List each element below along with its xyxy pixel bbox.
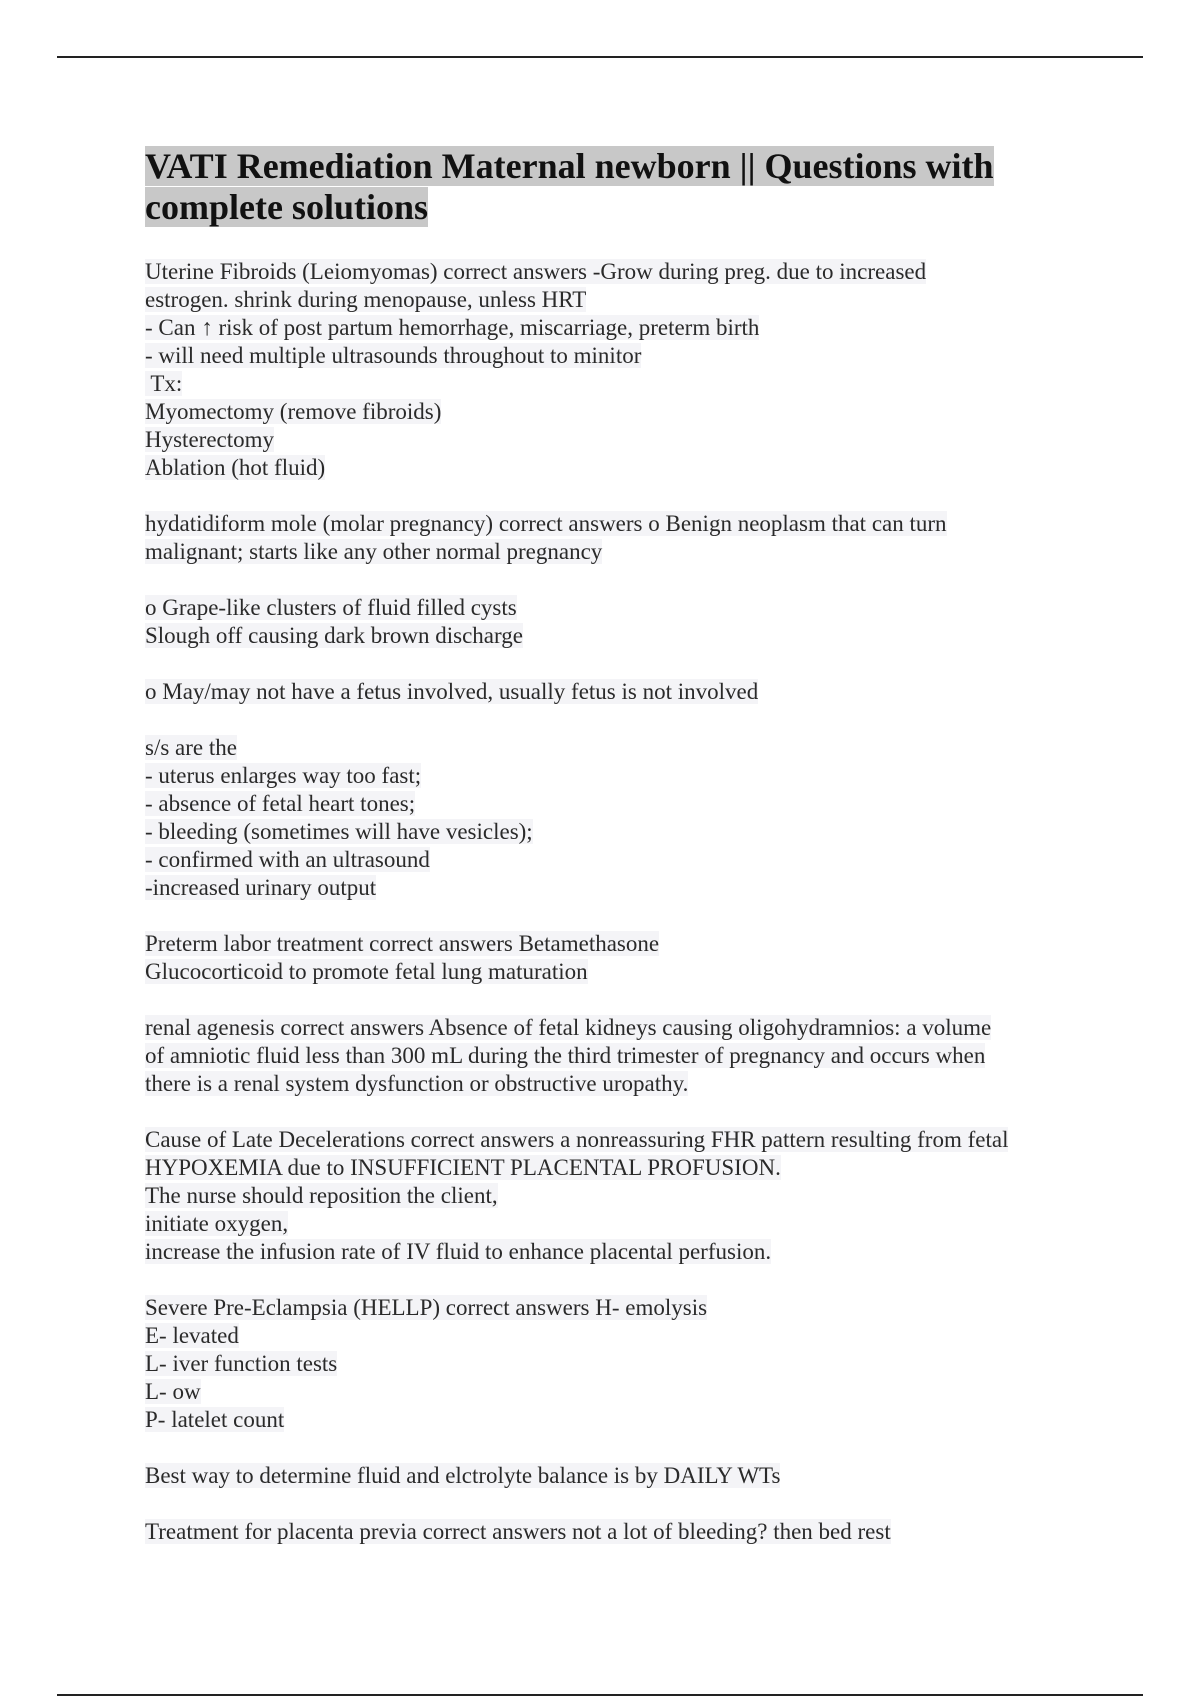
entry-line-text: Tx: bbox=[145, 371, 183, 396]
title-line-2: complete solutions bbox=[145, 187, 428, 227]
entry-line-text: Best way to determine fluid and elctrolyte balance is by DAILY WTs bbox=[145, 1463, 781, 1488]
entry-line-text: o Grape-like clusters of fluid filled cysts bbox=[145, 595, 517, 620]
entry-line bbox=[145, 594, 1065, 622]
entry-line-text: The nurse should reposition the client, bbox=[145, 1183, 498, 1208]
entry-line bbox=[145, 1238, 1065, 1266]
entry-line bbox=[145, 1042, 1065, 1070]
entry-line-text: E- levated bbox=[145, 1323, 239, 1348]
entry-line bbox=[145, 370, 1065, 398]
entry-line bbox=[145, 762, 1065, 790]
entry-line bbox=[145, 734, 1065, 762]
paragraph-gap bbox=[145, 566, 1065, 594]
entry-line bbox=[145, 790, 1065, 818]
entry-line-text: there is a renal system dysfunction or obstructive uropathy. bbox=[145, 1071, 689, 1096]
document-title bbox=[145, 146, 1065, 228]
entry-line bbox=[145, 1322, 1065, 1350]
qa-entry bbox=[145, 1126, 1065, 1266]
entry-line bbox=[145, 1518, 1065, 1546]
entry-line bbox=[145, 1154, 1065, 1182]
entry-line bbox=[145, 1294, 1065, 1322]
entry-line-text: hydatidiform mole (molar pregnancy) correct answers o Benign neoplasm that can turn bbox=[145, 511, 947, 536]
entry-line-text: renal agenesis correct answers Absence of fetal kidneys causing oligohydramnios: a volume bbox=[145, 1015, 992, 1040]
entry-line bbox=[145, 818, 1065, 846]
entry-line-text: estrogen. shrink during menopause, unless HRT bbox=[145, 287, 587, 312]
header-rule bbox=[57, 56, 1143, 58]
entry-line-text: - confirmed with an ultrasound bbox=[145, 847, 430, 872]
entry-line-text: - uterus enlarges way too fast; bbox=[145, 763, 422, 788]
entry-line-text: Uterine Fibroids (Leiomyomas) correct answers -Grow during preg. due to increased bbox=[145, 259, 927, 284]
paragraph-gap bbox=[145, 650, 1065, 678]
entry-line bbox=[145, 426, 1065, 454]
entry-line bbox=[145, 314, 1065, 342]
entry-line bbox=[145, 1406, 1065, 1434]
entry-line-text: Preterm labor treatment correct answers Betamethasone bbox=[145, 931, 660, 956]
qa-entry bbox=[145, 510, 1065, 902]
entry-line-text: Severe Pre-Eclampsia (HELLP) correct answers H- emolysis bbox=[145, 1295, 708, 1320]
entry-line-text: malignant; starts like any other normal pregnancy bbox=[145, 539, 603, 564]
entry-line bbox=[145, 538, 1065, 566]
entry-line-text: Hysterectomy bbox=[145, 427, 275, 452]
entry-line bbox=[145, 874, 1065, 902]
entry-line-text: Myomectomy (remove fibroids) bbox=[145, 399, 442, 424]
entry-line bbox=[145, 510, 1065, 538]
entry-line-text: Slough off causing dark brown discharge bbox=[145, 623, 523, 648]
entry-line bbox=[145, 846, 1065, 874]
entry-line-text: Ablation (hot fluid) bbox=[145, 455, 326, 480]
qa-entry bbox=[145, 1518, 1065, 1546]
entry-line bbox=[145, 678, 1065, 706]
entry-line bbox=[145, 1378, 1065, 1406]
entry-line-text: -increased urinary output bbox=[145, 875, 377, 900]
entry-line bbox=[145, 286, 1065, 314]
entry-line-text: Treatment for placenta previa correct answers not a lot of bleeding? then bed rest bbox=[145, 1519, 891, 1544]
entry-line-text: HYPOXEMIA due to INSUFFICIENT PLACENTAL PROFUSION. bbox=[145, 1155, 781, 1180]
qa-entry bbox=[145, 930, 1065, 986]
entry-line-text: L- iver function tests bbox=[145, 1351, 338, 1376]
entry-line bbox=[145, 930, 1065, 958]
entry-line bbox=[145, 958, 1065, 986]
paragraph-gap bbox=[145, 706, 1065, 734]
entry-line bbox=[145, 1182, 1065, 1210]
qa-entries bbox=[145, 258, 1065, 1546]
qa-entry bbox=[145, 1294, 1065, 1434]
entry-line bbox=[145, 1126, 1065, 1154]
entry-line bbox=[145, 1462, 1065, 1490]
entry-line-text: L- ow bbox=[145, 1379, 201, 1404]
entry-line-text: initiate oxygen, bbox=[145, 1211, 289, 1236]
entry-line-text: - Can ↑ risk of post partum hemorrhage, miscarriage, preterm birth bbox=[145, 315, 760, 340]
entry-line-text: - absence of fetal heart tones; bbox=[145, 791, 416, 816]
entry-line bbox=[145, 398, 1065, 426]
entry-line bbox=[145, 454, 1065, 482]
entry-line-text: P- latelet count bbox=[145, 1407, 285, 1432]
entry-line-text: - bleeding (sometimes will have vesicles); bbox=[145, 819, 533, 844]
document-body bbox=[145, 146, 1065, 1574]
entry-line-text: increase the infusion rate of IV fluid to enhance placental perfusion. bbox=[145, 1239, 772, 1264]
entry-line bbox=[145, 1070, 1065, 1098]
entry-line-text: - will need multiple ultrasounds throughout to minitor bbox=[145, 343, 642, 368]
entry-line bbox=[145, 342, 1065, 370]
entry-line bbox=[145, 1014, 1065, 1042]
entry-line bbox=[145, 622, 1065, 650]
qa-entry bbox=[145, 258, 1065, 482]
entry-line-text: o May/may not have a fetus involved, usually fetus is not involved bbox=[145, 679, 759, 704]
qa-entry bbox=[145, 1014, 1065, 1098]
entry-line bbox=[145, 1210, 1065, 1238]
entry-line bbox=[145, 258, 1065, 286]
entry-line bbox=[145, 1350, 1065, 1378]
footer-rule bbox=[57, 1694, 1143, 1696]
entry-line-text: Glucocorticoid to promote fetal lung maturation bbox=[145, 959, 588, 984]
entry-line-text: s/s are the bbox=[145, 735, 237, 760]
qa-entry bbox=[145, 1462, 1065, 1490]
entry-line-text: of amniotic fluid less than 300 mL during the third trimester of pregnancy and occurs when bbox=[145, 1043, 986, 1068]
entry-line-text: Cause of Late Decelerations correct answers a nonreassuring FHR pattern resulting from fetal bbox=[145, 1127, 1009, 1152]
title-line-1: VATI Remediation Maternal newborn || Questions with bbox=[145, 146, 994, 186]
